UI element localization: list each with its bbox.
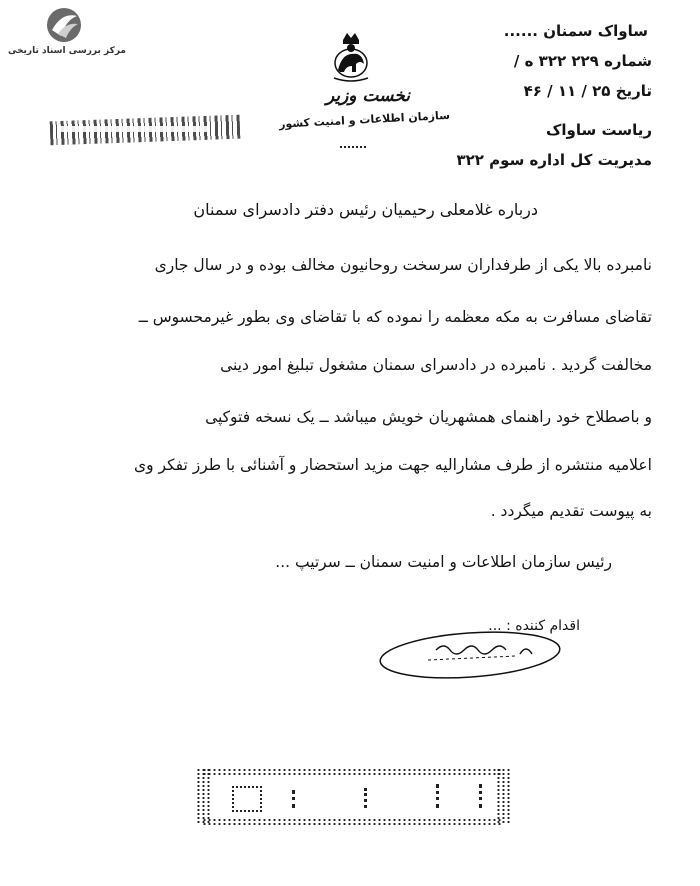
body-line-2: تقاضای مسافرت به مکه معظمه را نموده که با تقاضای وی بطور غیرمحسوس ــ xyxy=(138,308,652,326)
oval-stamp-icon xyxy=(376,626,564,684)
bottom-illegible-stamp xyxy=(196,768,516,828)
stamp-dots-left xyxy=(196,768,210,824)
stamp-dots-bottom xyxy=(202,818,502,826)
crown-lion-emblem-icon xyxy=(326,30,376,84)
body-line-6: به پیوست تقدیم میگردد . xyxy=(490,502,652,520)
body-line-3: مخالفت گردید . نامبرده در دادسرای سمنان مشغول تبلیغ امور دینی xyxy=(220,356,652,374)
body-line-4: و باصطلاح خود راهنمای همشهریان خویش میباشد ــ یک نسخه فتوکپی xyxy=(205,408,652,426)
stamp-dots-top xyxy=(202,768,502,776)
stamp-inner-mark-3 xyxy=(346,788,367,808)
archive-watermark xyxy=(7,6,126,58)
header-office: ساواک سمنان ...... xyxy=(503,22,648,40)
action-note: اقدام کننده : ... xyxy=(488,618,580,634)
archive-logo-icon xyxy=(44,6,84,44)
stamp-inner-mark-2 xyxy=(292,790,317,808)
header-to-1: ریاست ساواک xyxy=(546,121,652,139)
stamp-dots-right xyxy=(496,768,510,824)
header-date: تاریخ ۲۵ / ۱۱ / ۴۶ xyxy=(523,82,652,100)
header-number: شماره ۲۲۹ ۳۲۲ ه / xyxy=(513,52,652,70)
body-line-1: نامبرده بالا یکی از طرفداران سرسخت روحانیون مخالف بوده و در سال جاری xyxy=(154,256,652,274)
emblem-org-line: سازمان اطلاعات و امنیت کشور xyxy=(278,108,451,131)
subject-line: درباره غلامعلی رحیمیان رئیس دفتر دادسرای سمنان xyxy=(193,200,538,219)
signature-block: رئیس سازمان اطلاعات و امنیت سمنان ــ سرتیپ ... xyxy=(275,553,612,571)
redacted-stamp-band-shadow xyxy=(58,126,208,132)
stamp-inner-mark-1 xyxy=(232,786,262,812)
emblem-small-mark xyxy=(340,140,366,148)
header-to-2: مدیریت کل اداره سوم ۳۲۲ xyxy=(456,151,652,169)
body-line-5: اعلامیه منتشره از طرف مشارالیه جهت مزید استحضار و آشنائی با طرز تفکر وی xyxy=(134,456,652,474)
emblem-caption: نخست وزیر xyxy=(325,86,410,106)
stamp-inner-mark-4 xyxy=(436,784,482,808)
archive-watermark-label: مرکز بررسی اسناد تاریخی xyxy=(7,46,126,56)
